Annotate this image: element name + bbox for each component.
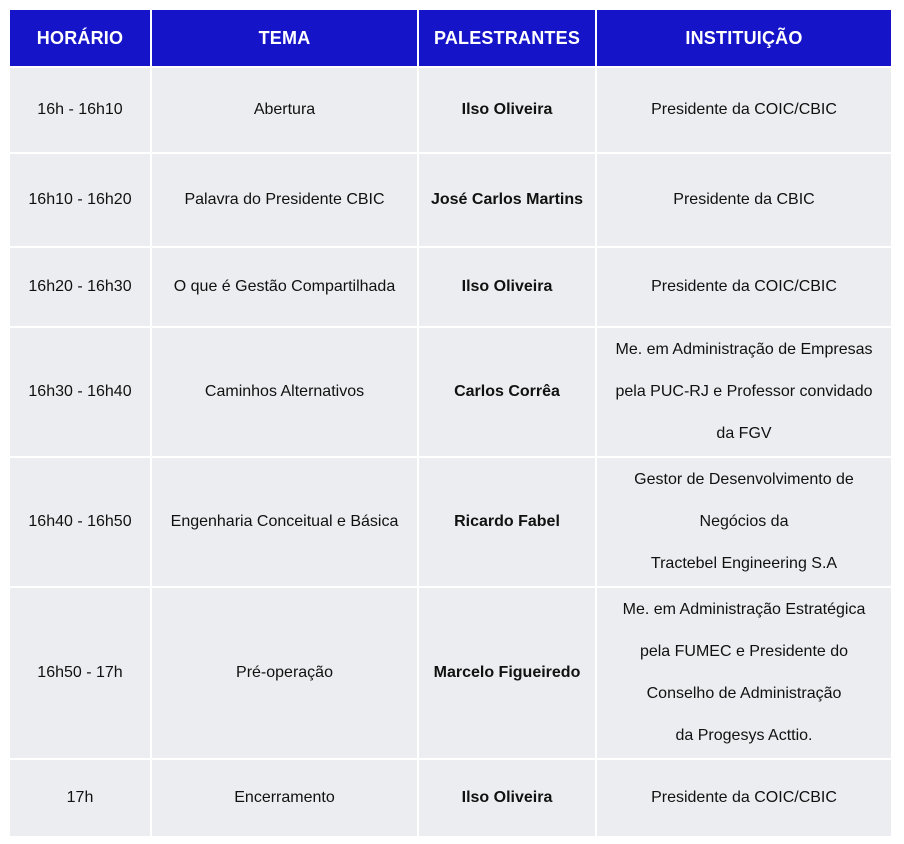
- speaker-cell: Ricardo Fabel: [419, 458, 595, 586]
- theme-cell: Pré-operação: [152, 588, 417, 758]
- speaker-cell: Ilso Oliveira: [419, 68, 595, 152]
- institution-line: Presidente da COIC/CBIC: [651, 278, 837, 295]
- institution-cell: [597, 328, 891, 456]
- header-palestrantes: PALESTRANTES: [419, 10, 595, 66]
- institution-cell: [597, 68, 891, 152]
- institution-cell: [597, 248, 891, 326]
- time-cell: 17h: [10, 760, 150, 836]
- institution-line: Me. em Administração Estratégica: [622, 601, 866, 618]
- theme-cell: Caminhos Alternativos: [152, 328, 417, 456]
- schedule-table: [8, 8, 893, 838]
- theme-cell: Abertura: [152, 68, 417, 152]
- speaker-cell: Ilso Oliveira: [419, 248, 595, 326]
- table-row: [10, 68, 891, 152]
- institution-line: Presidente da COIC/CBIC: [651, 101, 837, 118]
- time-cell: 16h40 - 16h50: [10, 458, 150, 586]
- institution-line: Presidente da CBIC: [673, 191, 815, 208]
- table-row: [10, 248, 891, 326]
- time-cell: 16h20 - 16h30: [10, 248, 150, 326]
- theme-cell: O que é Gestão Compartilhada: [152, 248, 417, 326]
- institution-cell: [597, 458, 891, 586]
- time-cell: 16h30 - 16h40: [10, 328, 150, 456]
- institution-line: Conselho de Administração: [646, 685, 842, 702]
- time-cell: 16h - 16h10: [10, 68, 150, 152]
- theme-cell: Engenharia Conceitual e Básica: [152, 458, 417, 586]
- institution-line: pela PUC-RJ e Professor convidado: [615, 383, 873, 400]
- speaker-cell: José Carlos Martins: [419, 154, 595, 246]
- institution-line: Tractebel Engineering S.A: [650, 555, 838, 572]
- table-row: [10, 154, 891, 246]
- institution-line: Gestor de Desenvolvimento de: [634, 471, 854, 488]
- header-instituicao: INSTITUIÇÃO: [597, 10, 891, 66]
- theme-cell: Palavra do Presidente CBIC: [152, 154, 417, 246]
- speaker-cell: Marcelo Figueiredo: [419, 588, 595, 758]
- institution-cell: [597, 588, 891, 758]
- institution-line: pela FUMEC e Presidente do: [639, 643, 849, 660]
- theme-cell: Encerramento: [152, 760, 417, 836]
- speaker-cell: Carlos Corrêa: [419, 328, 595, 456]
- time-cell: 16h50 - 17h: [10, 588, 150, 758]
- table-row: [10, 760, 891, 836]
- header-horario: HORÁRIO: [10, 10, 150, 66]
- institution-cell: [597, 154, 891, 246]
- time-cell: 16h10 - 16h20: [10, 154, 150, 246]
- institution-line: Me. em Administração de Empresas: [615, 341, 873, 358]
- institution-line: Negócios da: [699, 513, 789, 530]
- table-row: [10, 588, 891, 758]
- institution-line: da FGV: [716, 425, 772, 442]
- institution-cell: [597, 760, 891, 836]
- institution-line: Presidente da COIC/CBIC: [651, 789, 837, 806]
- speaker-cell: Ilso Oliveira: [419, 760, 595, 836]
- header-tema: TEMA: [152, 10, 417, 66]
- institution-line: da Progesys Acttio.: [675, 727, 813, 744]
- table-row: [10, 458, 891, 586]
- header-row: [10, 10, 891, 66]
- table-row: [10, 328, 891, 456]
